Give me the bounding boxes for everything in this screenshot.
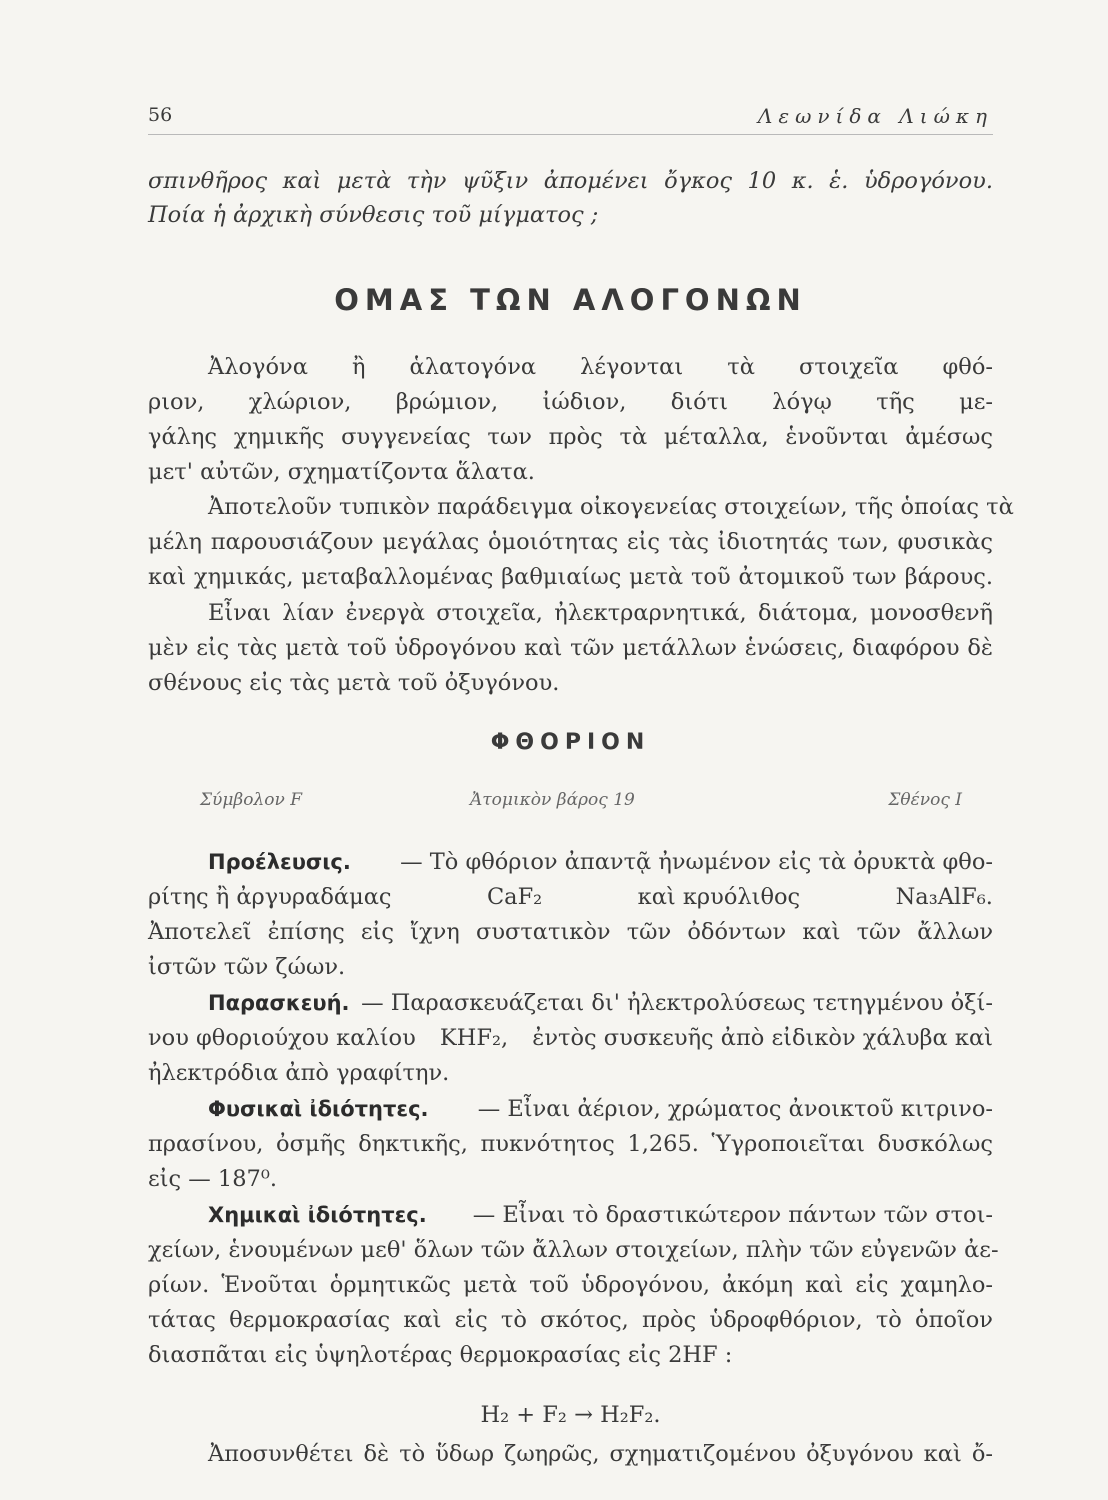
- symbol-label: Σύμβολον F: [200, 790, 303, 810]
- element-properties: [200, 790, 970, 820]
- paragraph-line: σθένους εἰς τὰς μετὰ τοῦ ὀξυγόνου.: [148, 670, 560, 696]
- paragraph-line: καὶ χημικάς, μεταβαλλομένας βαθμιαίως μετὰ τοῦ ἀτομικοῦ των βάρους.: [148, 564, 993, 590]
- preparation-text: — Παρασκευάζεται δι' ἠλεκτρολύσεως τετηγμένου ὀξί-: [361, 990, 993, 1016]
- preparation-text: νου φθοριούχου καλίου: [148, 1025, 416, 1051]
- occurrence-text: καὶ κρυόλιθος: [637, 884, 801, 910]
- occurrence-line: [208, 845, 993, 879]
- paragraph-line: Εἶναι λίαν ἐνεργὰ στοιχεῖα, ἠλεκτραρνητικά, διάτομα, μονοσθενῆ: [208, 600, 993, 626]
- chemical-line: ρίων. Ἑνοῦται ὁρμητικῶς μετὰ τοῦ ὑδρογόνου, ἀκόμη καὶ εἰς χαμηλο-: [148, 1272, 993, 1298]
- physical-line: πρασίνου, ὀσμῆς δηκτικῆς, πυκνότητος 1,265. Ὑγροποιεῖται δυσκόλως: [148, 1131, 993, 1157]
- cryolite-formula: Na₃AlF₆.: [895, 884, 993, 910]
- running-head: Λεωνίδα Λιώκη: [757, 104, 993, 128]
- khf2-formula: KHF₂,: [439, 1025, 509, 1051]
- occurrence-line: [148, 880, 993, 914]
- atomic-weight-label: Ἀτομικὸν βάρος 19: [470, 790, 635, 810]
- chemical-term: Χημικαὶ ἰδιότητες.: [208, 1203, 427, 1227]
- reaction-equation: H₂ + F₂ → H₂F₂.: [480, 1402, 661, 1428]
- paragraph-line: Ἀποτελοῦν τυπικὸν παράδειγμα οἰκογενείας στοιχείων, τῆς ὁποίας τὰ: [208, 494, 1014, 520]
- physical-line: [208, 1092, 993, 1126]
- occurrence-text: — Τὸ φθόριον ἀπαντᾷ ἠνωμένον εἰς τὰ ὀρυκτὰ φθο-: [400, 849, 993, 875]
- preparation-line: ἠλεκτρόδια ἀπὸ γραφίτην.: [148, 1060, 450, 1086]
- occurrence-line: ἰστῶν τῶν ζώων.: [148, 954, 346, 980]
- chemical-line: [208, 1198, 993, 1232]
- valence-label: Σθένος I: [888, 790, 962, 810]
- occurrence-term: Προέλευσις.: [208, 850, 351, 874]
- occurrence-line: Ἀποτελεῖ ἐπίσης εἰς ἴχνη συστατικὸν τῶν ὀδόντων καὶ τῶν ἄλλων: [148, 919, 993, 945]
- chemical-line: Ἀποσυνθέτει δὲ τὸ ὕδωρ ζωηρῶς, σχηματιζομένου ὀξυγόνου καὶ ὄ-: [208, 1441, 993, 1467]
- paragraph-line: Ἀλογόνα ἢ ἁλατογόνα λέγονται τὰ στοιχεῖα φθό-: [208, 354, 993, 380]
- chemical-line: διασπᾶται εἰς ὑψηλοτέρας θερμοκρασίας εἰς 2HF :: [148, 1342, 733, 1368]
- chemical-line: χείων, ἑνουμένων μεθ' ὅλων τῶν ἄλλων στοιχείων, πλὴν τῶν εὐγενῶν ἀε-: [148, 1237, 999, 1263]
- paragraph-line: μέλη παρουσιάζουν μεγάλας ὁμοιότητας εἰς τὰς ἰδιοτητάς των, φυσικὰς: [148, 529, 993, 555]
- intro-line: Ποία ἡ ἀρχικὴ σύνθεσις τοῦ μίγματος ;: [148, 202, 599, 228]
- chemical-line: τάτας θερμοκρασίας καὶ εἰς τὸ σκότος, πρὸς ὑδροφθόριον, τὸ ὁποῖον: [148, 1307, 993, 1333]
- preparation-line: [148, 1021, 993, 1055]
- page-number: 56: [148, 104, 173, 126]
- preparation-line: [208, 986, 993, 1020]
- physical-text: — Εἶναι ἀέριον, χρώματος ἀνοικτοῦ κιτρινο-: [477, 1096, 993, 1122]
- paragraph-line: ριον, χλώριον, βρώμιον, ἰώδιον, διότι λόγῳ τῆς με-: [148, 389, 993, 415]
- paragraph-line: μὲν εἰς τὰς μετὰ τοῦ ὑδρογόνου καὶ τῶν μετάλλων ἑνώσεις, διαφόρου δὲ: [148, 635, 993, 661]
- physical-term: Φυσικαὶ ἰδιότητες.: [208, 1097, 429, 1121]
- fluorite-formula: CaF₂: [486, 884, 543, 910]
- element-title: ΦΘΟΡΙΟΝ: [490, 730, 651, 755]
- page-header: [148, 104, 993, 135]
- intro-line: σπινθῆρος καὶ μετὰ τὴν ψῦξιν ἀπομένει ὄγκος 10 κ. ἑ. ὑδρογόνου.: [148, 168, 993, 194]
- chemical-text: — Εἶναι τὸ δραστικώτερον πάντων τῶν στοι-: [472, 1202, 993, 1228]
- occurrence-text: ρίτης ἢ ἀργυραδάμας: [148, 884, 392, 910]
- physical-line: εἰς — 187⁰.: [148, 1166, 278, 1192]
- preparation-text: ἐντὸς συσκευῆς ἀπὸ εἰδικὸν χάλυβα καὶ: [532, 1025, 993, 1051]
- paragraph-line: μετ' αὐτῶν, σχηματίζοντα ἅλατα.: [148, 459, 535, 485]
- section-title: ΟΜΑΣ ΤΩΝ ΑΛΟΓΟΝΩΝ: [334, 283, 807, 317]
- preparation-term: Παρασκευή.: [208, 991, 350, 1015]
- paragraph-line: γάλης χημικῆς συγγενείας των πρὸς τὰ μέταλλα, ἑνοῦνται ἀμέσως: [148, 424, 993, 450]
